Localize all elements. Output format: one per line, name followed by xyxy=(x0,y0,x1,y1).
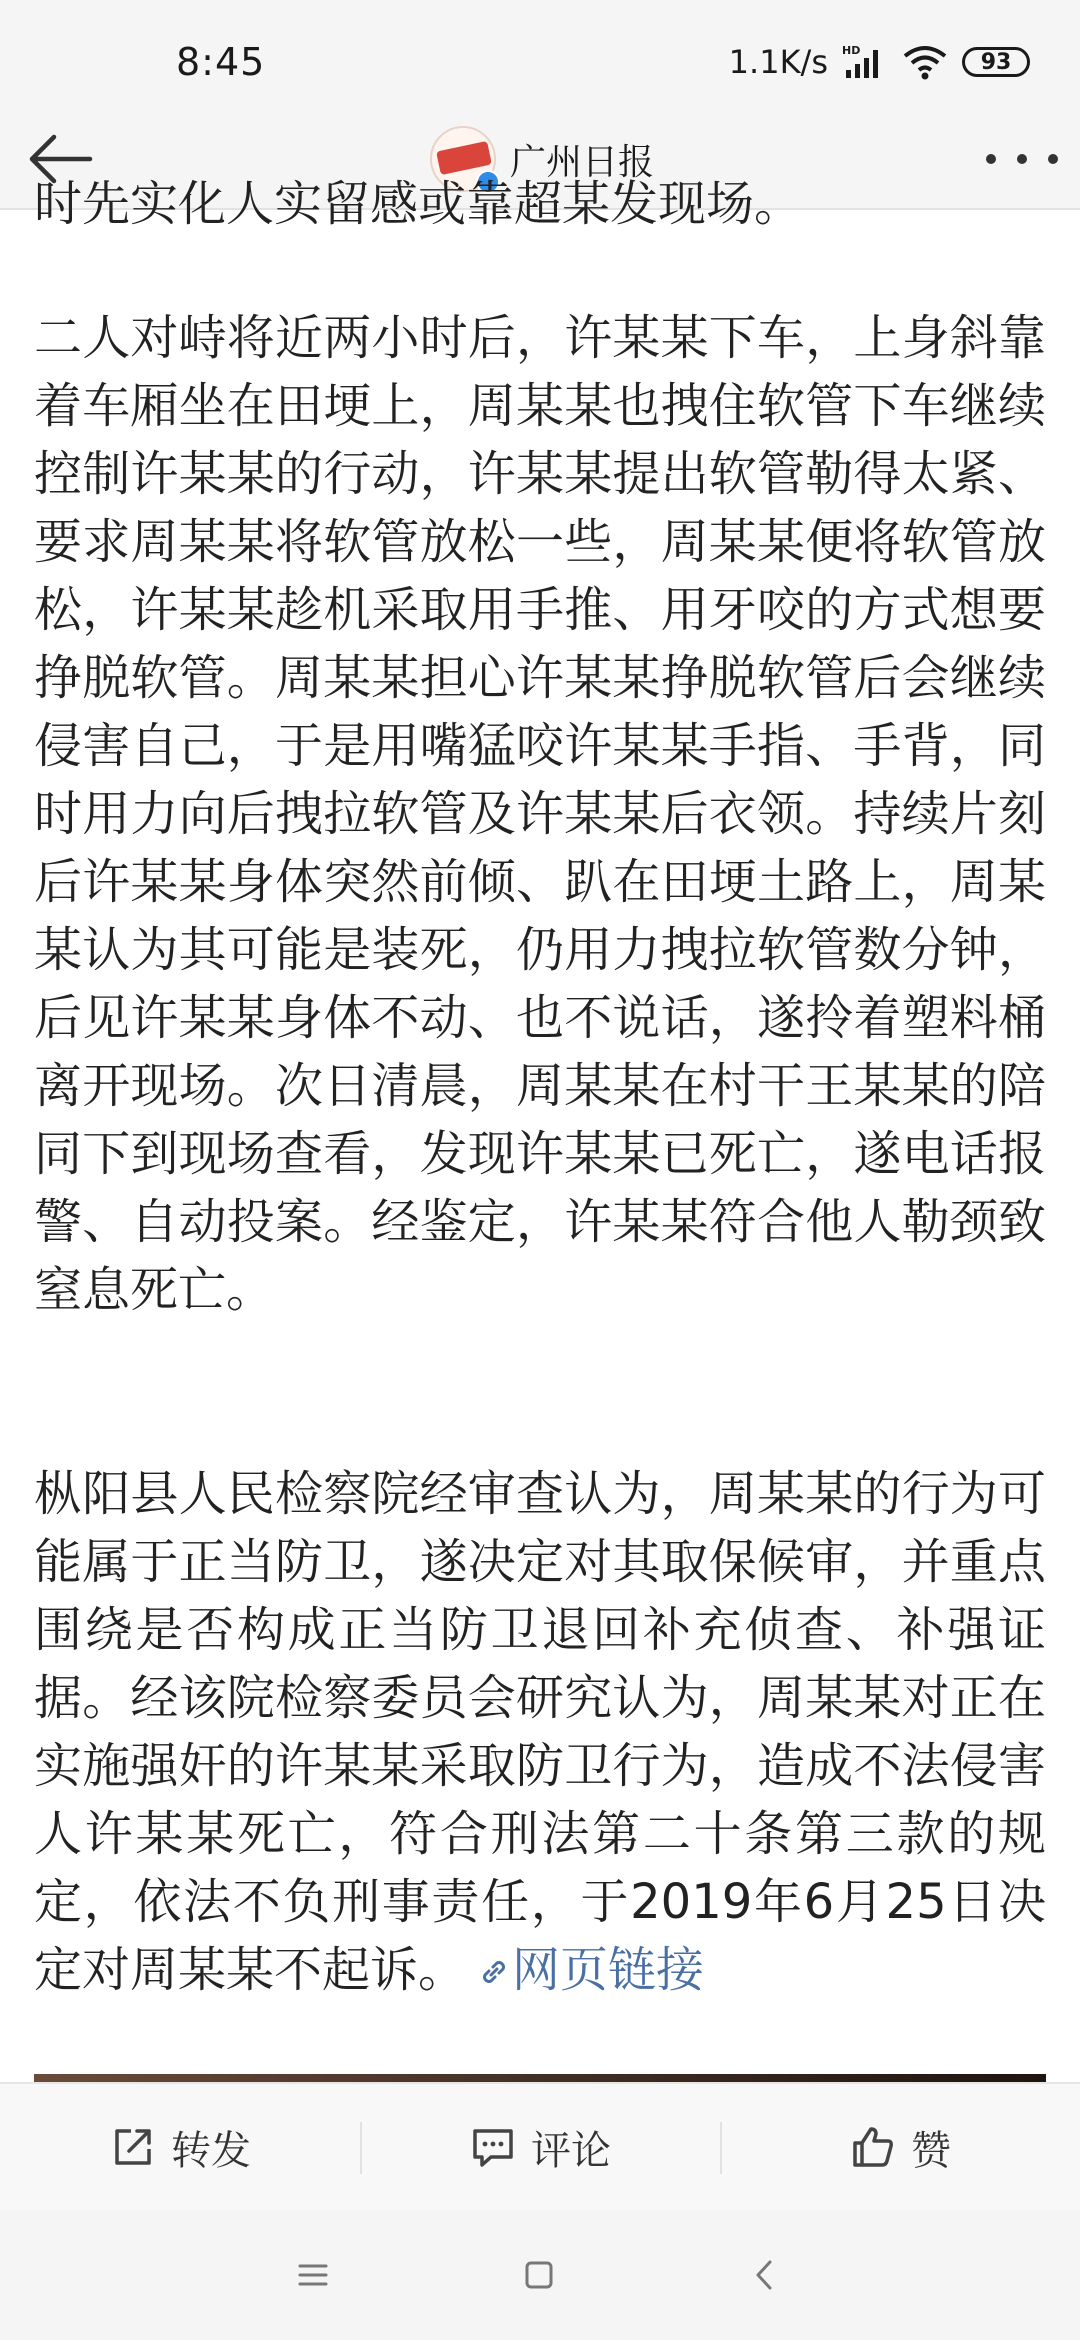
repost-label: 转发 xyxy=(171,2127,251,2174)
article-paragraph-with-link xyxy=(34,1460,1046,2004)
link-icon xyxy=(476,1954,512,1990)
status-indicators xyxy=(729,42,1030,82)
comment-label: 评论 xyxy=(531,2127,611,2174)
network-speed: 1.1K/s xyxy=(728,43,828,81)
comment-button[interactable] xyxy=(360,2084,720,2210)
action-bar xyxy=(0,2082,1080,2210)
dot xyxy=(986,154,996,164)
wifi-icon xyxy=(902,44,948,80)
web-link-label[interactable]: 网页链接 xyxy=(512,1942,705,1998)
like-button[interactable] xyxy=(720,2084,1080,2210)
article-content[interactable] xyxy=(0,176,1080,2082)
status-time: 8:45 xyxy=(176,40,266,84)
back-chevron-icon[interactable] xyxy=(740,2250,790,2300)
comment-icon xyxy=(469,2123,517,2171)
repost-button[interactable] xyxy=(0,2084,360,2210)
dot xyxy=(1048,154,1058,164)
account-name[interactable]: 广州日报 xyxy=(510,141,655,183)
web-link[interactable] xyxy=(466,1942,704,1998)
home-square-icon[interactable] xyxy=(514,2250,564,2300)
dot xyxy=(1017,154,1027,164)
like-label: 赞 xyxy=(911,2127,951,2174)
system-nav-bar xyxy=(0,2210,1080,2340)
svg-text:HD: HD xyxy=(842,44,861,57)
partial-text-line: 时先实化人实留感或靠超某发现场。 xyxy=(34,176,803,232)
hd-signal-icon xyxy=(842,42,888,82)
battery-icon: 93 xyxy=(962,47,1030,77)
recent-apps-menu-icon[interactable] xyxy=(288,2250,338,2300)
article-paragraph-text: 枞阳县人民检察院经审查认为，周某某的行为可能属于正当防卫，遂决定对其取保候审，并重点围绕是否构成正当防卫退回补充侦查、补强证据。经该院检察委员会研究认为，周某某对正在实施强奸的许某某采取防卫行为，造成不法侵害人许某某死亡，符合刑法第二十条第三款的规定，依法不负刑事责任，于2019年6月25日决定对周某某不起诉。 xyxy=(34,1466,1046,1998)
share-icon xyxy=(109,2123,157,2171)
more-options-icon[interactable] xyxy=(986,134,1058,184)
thumbs-up-icon xyxy=(849,2123,897,2171)
article-paragraph: 二人对峙将近两小时后，许某某下车，上身斜靠着车厢坐在田埂上，周某某也拽住软管下车继续控制许某某的行动，许某某提出软管勒得太紧、要求周某某将软管放松一些，周某某便将软管放松，许某某趁机采取用手推、用牙咬的方式想要挣脱软管。周某某担心许某某挣脱软管后会继续侵害自己，于是用嘴猛咬许某某手指、手背，同时用力向后拽拉软管及许某某后衣领。持续片刻后许某某身体突然前倾、趴在田埂土路上，周某某认为其可能是装死，仍用力拽拉软管数分钟，后见许某某身体不动、也不说话，遂拎着塑料桶离开现场。次日清晨，周某某在村干王某某的陪同下到现场查看，发现许某某已死亡，遂电话报警、自动投案。经鉴定，许某某符合他人勒颈致窒息死亡。 xyxy=(34,310,1046,1318)
